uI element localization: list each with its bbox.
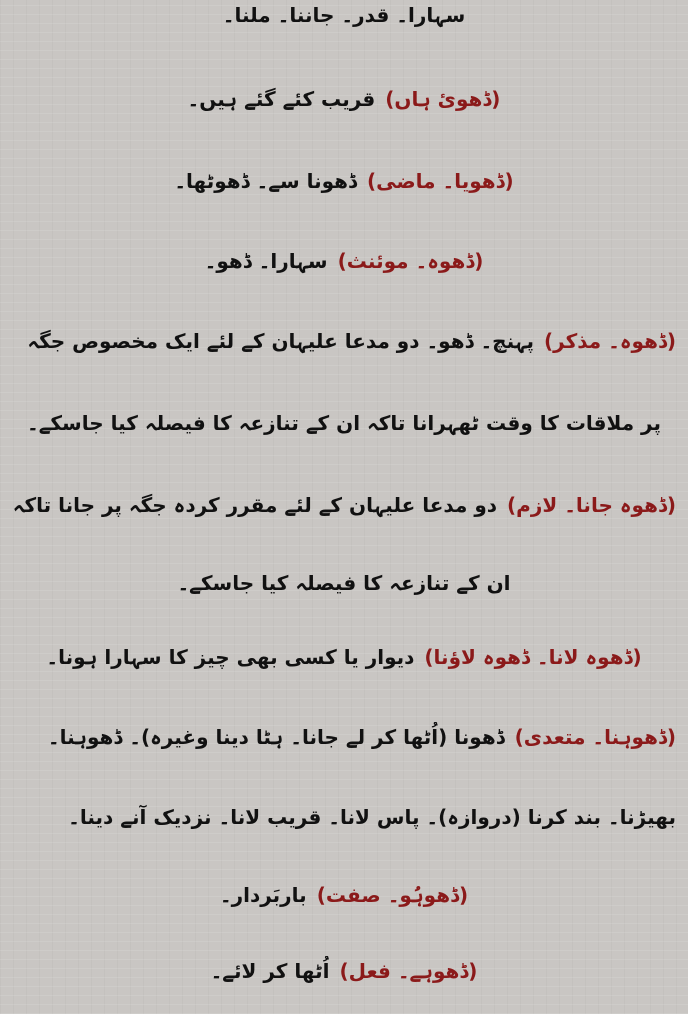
entry-text: ان کے تنازعہ کا فیصلہ کیا جاسکے۔ [177,571,511,595]
entry-text: دیوار یا کسی بھی چیز کا سہارا ہونا۔ [46,645,415,669]
entry-line [12,408,676,438]
entry-line [12,642,676,672]
entry-text: ڈھونا سے۔ ڈھوٹھا۔ [174,169,357,193]
entry-line [12,0,676,30]
entry-line [12,722,676,752]
entry-term: (ڈھویا۔ ماضی) [366,169,514,193]
entry-term: (ڈھوہ لانا۔ ڈھوہ لاؤنا) [424,645,642,669]
entry-text: دو مدعا علیہان کے لئے مقرر کردہ جگہ پر جانا تاکہ [12,493,498,517]
entry-text: قریب کئے گئے ہیں۔ [187,87,376,111]
entry-text: پر ملاقات کا وقت ٹھہرانا تاکہ ان کے تنازعہ کا فیصلہ کیا جاسکے۔ [26,411,662,435]
entry-text: ڈھونا (اُٹھا کر لے جانا۔ ہٹا دینا وغیرہ)۔ ڈھوہنا۔ [47,725,505,749]
entry-line [12,568,676,598]
entry-text: باربَردار۔ [219,883,307,907]
entry-line [12,490,676,520]
entry-line [12,326,676,356]
entry-term: (ڈھوہ۔ مذکر) [543,329,676,353]
entry-text: اُٹھا کر لائے۔ [210,959,330,983]
entry-line [12,802,676,832]
entry-text: سہارا۔ قدر۔ جاننا۔ ملنا۔ [222,3,466,27]
entry-line [12,246,676,276]
entry-term: (ڈھوہ جانا۔ لازم) [507,493,676,517]
entry-line [12,84,676,114]
entry-term: (ڈھوہے۔ فعل) [339,959,478,983]
entry-line [12,166,676,196]
entry-line [12,880,676,910]
entry-term: (ڈھوہنا۔ متعدی) [514,725,676,749]
entry-text: پہنچ۔ ڈھو۔ دو مدعا علیہان کے لئے ایک مخصوص جگہ [27,329,534,353]
entry-text: بھیڑنا۔ بند کرنا (دروازہ)۔ پاس لانا۔ قریب لانا۔ نزدیک آنے دینا۔ [68,805,676,829]
entry-term: (ڈھوہ۔ موئنث) [337,249,484,273]
entry-term: (ڈھوئ ہاں) [385,87,501,111]
entry-term: (ڈھوہُو۔ صفت) [316,883,469,907]
entry-line [12,956,676,986]
entry-text: سہارا۔ ڈھو۔ [204,249,328,273]
